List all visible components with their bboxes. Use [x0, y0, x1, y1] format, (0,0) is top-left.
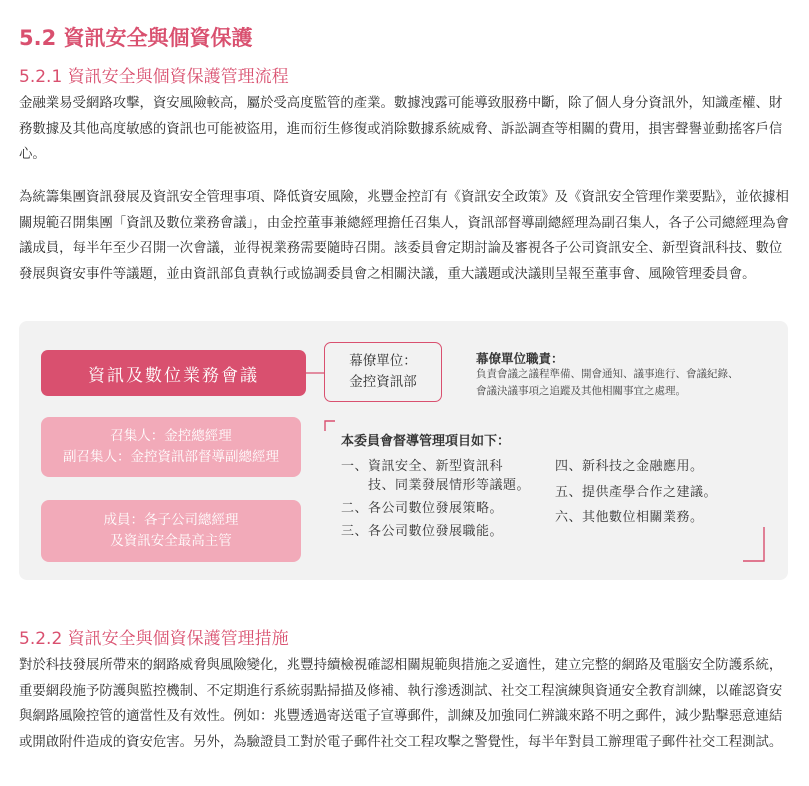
- paragraph-risk-intro: 金融業易受網路攻擊，資安風險較高，屬於受高度監管的產業。數據洩露可能導致服務中斷，除了個人身分資訊外，知識產權、財務數據及其他高度敏感的資訊也可能被盜用，進而衍生修復或消除數據系統威脅、訴訟調查等相關的費用，損害聲譽並動搖客戶信心。: [19, 96, 783, 162]
- supervision-item-3: 三、各公司數位發展職能。: [341, 524, 504, 539]
- duty-line-1: 負責會議之議程準備、開會通知、議事進行、會議紀錄、: [476, 368, 739, 380]
- digital-business-council-box: [41, 350, 306, 396]
- supervision-item-1b: 技、同業發展情形等議題。: [341, 478, 531, 493]
- paragraph-governance: 為統籌集團資訊發展及資訊安全管理事項、降低資安風險，兆豐金控訂有《資訊安全政策》及《資訊安全管理作業要點》，並依據相關規範召開集團「資訊及數位業務會議」，由金控董事兼總經理擔任召集人，資訊部督導副總經理為副召集人，各子公司總經理為會議成員，每半年至少召開一次會議，並得視業務需要隨時召開。該委員會定期討論及審視各子公司資訊安全、新型資訊科技、數位發展與資安事件等議題，並由資訊部負責執行或協調委員會之相關決議，重大議題或決議則呈報至董事會、風險管理委員會。: [19, 190, 789, 282]
- supervision-item-6: 六、其他數位相關業務。: [555, 510, 704, 525]
- members-line-1: 成員：各子公司總經理: [103, 512, 239, 528]
- supervision-item-4: 四、新科技之金融應用。: [555, 459, 704, 474]
- staff-unit-line-2: 金控資訊部: [349, 374, 417, 390]
- supervision-item-1a: 一、資訊安全、新型資訊科: [341, 459, 504, 474]
- deputy-convener-line: 副召集人：金控資訊部督導副總經理: [63, 449, 279, 465]
- supervision-title: 本委員會督導管理項目如下：: [341, 434, 511, 449]
- subsection-title-1: 5.2.1 資訊安全與個資保護管理流程: [19, 67, 289, 87]
- subsection-title-2: 5.2.2 資訊安全與個資保護管理措施: [19, 629, 289, 649]
- staff-unit-line-1: 幕僚單位：: [349, 353, 417, 369]
- supervision-item-5: 五、提供產學合作之建議。: [555, 485, 718, 500]
- staff-unit-box: [324, 342, 442, 402]
- staff-unit-duty-text: [476, 366, 739, 400]
- section-title: 5.2 資訊安全與個資保護: [19, 26, 253, 50]
- supervision-item-2: 二、各公司數位發展策略。: [341, 501, 504, 516]
- duty-line-2: 會議決議事項之追蹤及其他相關事宜之處理。: [476, 385, 686, 397]
- staff-unit-duty-title: 幕僚單位職責：: [476, 351, 564, 366]
- paragraph-measures: 對於科技發展所帶來的網路威脅與風險變化，兆豐持續檢視確認相關規範與措施之妥適性，建立完整的網路及電腦安全防護系統，重要網段施予防護與監控機制、不定期進行系統弱點掃描及修補、執行滲透測試、社交工程演練與資通安全教育訓練，以確認資安與網路風險控管的適當性及有效性。例如：兆豐透過寄送電子宣導郵件，訓練及加強同仁辨識來路不明之郵件，減少點擊惡意連結或開啟附件造成的資安危害。另外，為驗證員工對於電子郵件社交工程攻擊之警覺性，每半年對員工辦理電子郵件社交工程測試。: [19, 658, 783, 750]
- convener-box: [41, 417, 301, 477]
- council-label: 資訊及數位業務會議: [88, 365, 259, 386]
- members-box: [41, 500, 301, 562]
- convener-line: 召集人：金控總經理: [110, 428, 232, 444]
- members-line-2: 及資訊安全最高主管: [110, 533, 232, 549]
